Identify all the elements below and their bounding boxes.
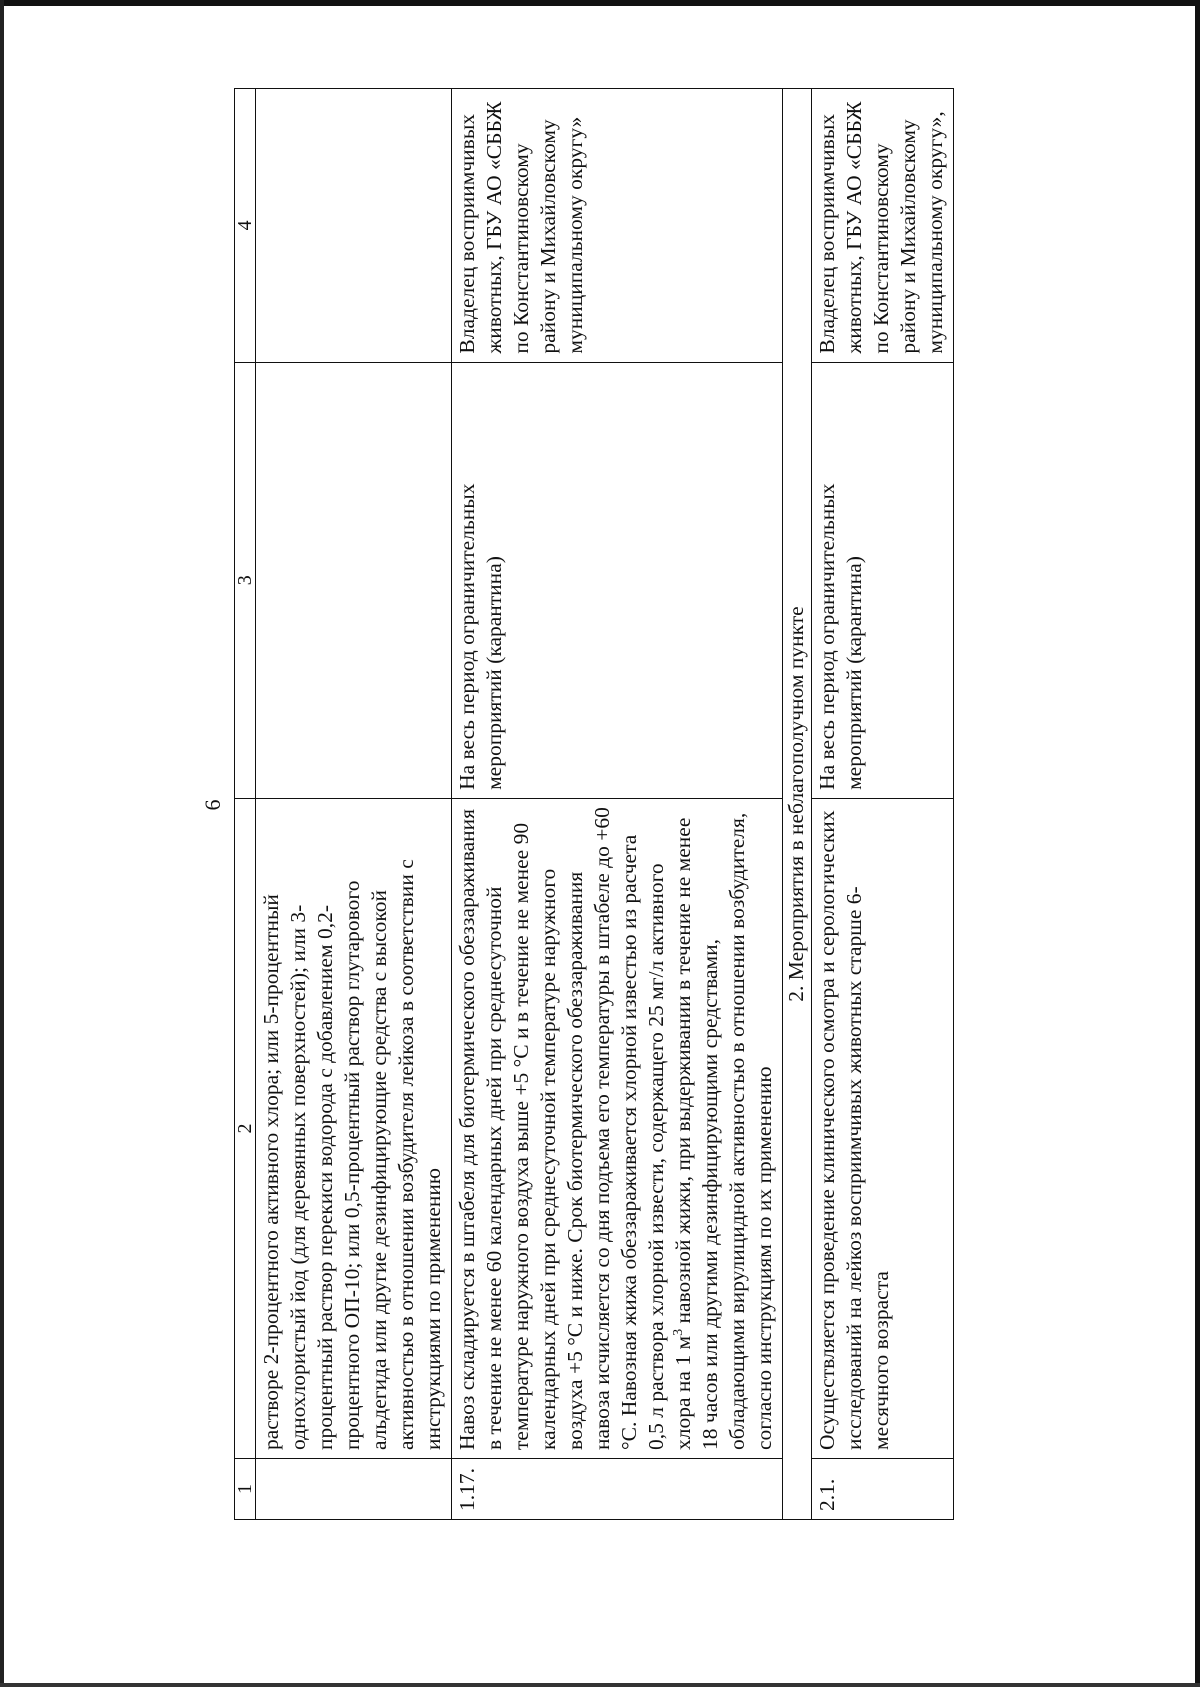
col-header-1: 1 (235, 1458, 256, 1519)
table-row (812, 89, 954, 1520)
row-number: 1.17. (452, 1458, 783, 1519)
row-measure (452, 798, 783, 1458)
table-row (452, 89, 783, 1520)
row-number: 2.1. (812, 1458, 954, 1519)
section-title: 2. Мероприятия в неблагополучном пункте (783, 89, 812, 1520)
measures-table (234, 88, 954, 1520)
page-number: 6 (200, 799, 225, 811)
rotated-page (160, 80, 1080, 1530)
scan-border-top (0, 0, 1200, 6)
col-header-4: 4 (235, 89, 256, 363)
scan-border-bottom (0, 1683, 1200, 1687)
table-row (256, 89, 452, 1520)
row-measure: Осуществляется проведение клинического осмотра и серологических исследований на лейкоз восприимчивых животных старше 6-месячного возраста (812, 798, 954, 1458)
row-responsible: Владелец восприимчивых животных, ГБУ АО «СББЖ по Константиновскому району и Михайловскому муниципальному округу», (812, 89, 954, 363)
row-period: На весь период ограничительных мероприятий (карантина) (452, 362, 783, 798)
row-measure: растворе 2-процентного активного хлора; или 5-процентный однохлористый йод (для деревянных поверхностей); или 3-процентный раствор перекиси водорода с добавлением 0,2-процентного ОП-10; или 0,5-процентный раствор глутарового альдегида или другие дезинфицирующие средства с высокой активностью в отношении возбудителя лейкоза в соответствии с инструкциями по применению (256, 798, 452, 1458)
row-period (256, 362, 452, 798)
table-header-row (235, 89, 256, 1520)
row-responsible (256, 89, 452, 363)
row-measure-part-a: Навоз складируется в штабеля для биотермического обеззараживания в течение не менее 60 календарных дней при среднесуточной температуре наружного воздуха выше +5 °С и в течение не менее 90 календарных дней при среднесуточной температуре наружного воздуха +5 °С и ниже. Срок биотермического обеззараживания навоза исчисляется со дня подъема его температуры в штабеле до +60 °С. Навозная жижа обеззараживается хлорной известью из расчета 0,5 л раствора хлорной извести, содержащего 25 мг/л активного хлора на 1 м (455, 807, 695, 1450)
row-period: На весь период ограничительных мероприятий (карантина) (812, 362, 954, 798)
row-number (256, 1458, 452, 1519)
section-row (783, 89, 812, 1520)
col-header-3: 3 (235, 362, 256, 798)
col-header-2: 2 (235, 798, 256, 1458)
row-responsible: Владелец восприимчивых животных, ГБУ АО «СББЖ по Константиновскому району и Михайловскому муниципальному округу» (452, 89, 783, 363)
superscript-3: 3 (670, 1328, 686, 1336)
row-measure-part-b: навозной жижи, при выдерживании в течение не менее 18 часов или другими дезинфицирующими средствами, обладающими вирулицидной активностью в отношении возбудителя, согласно инструкциям по их применению (671, 812, 776, 1450)
scan-border-right (1195, 0, 1200, 1687)
scan-border-left (0, 0, 4, 1687)
